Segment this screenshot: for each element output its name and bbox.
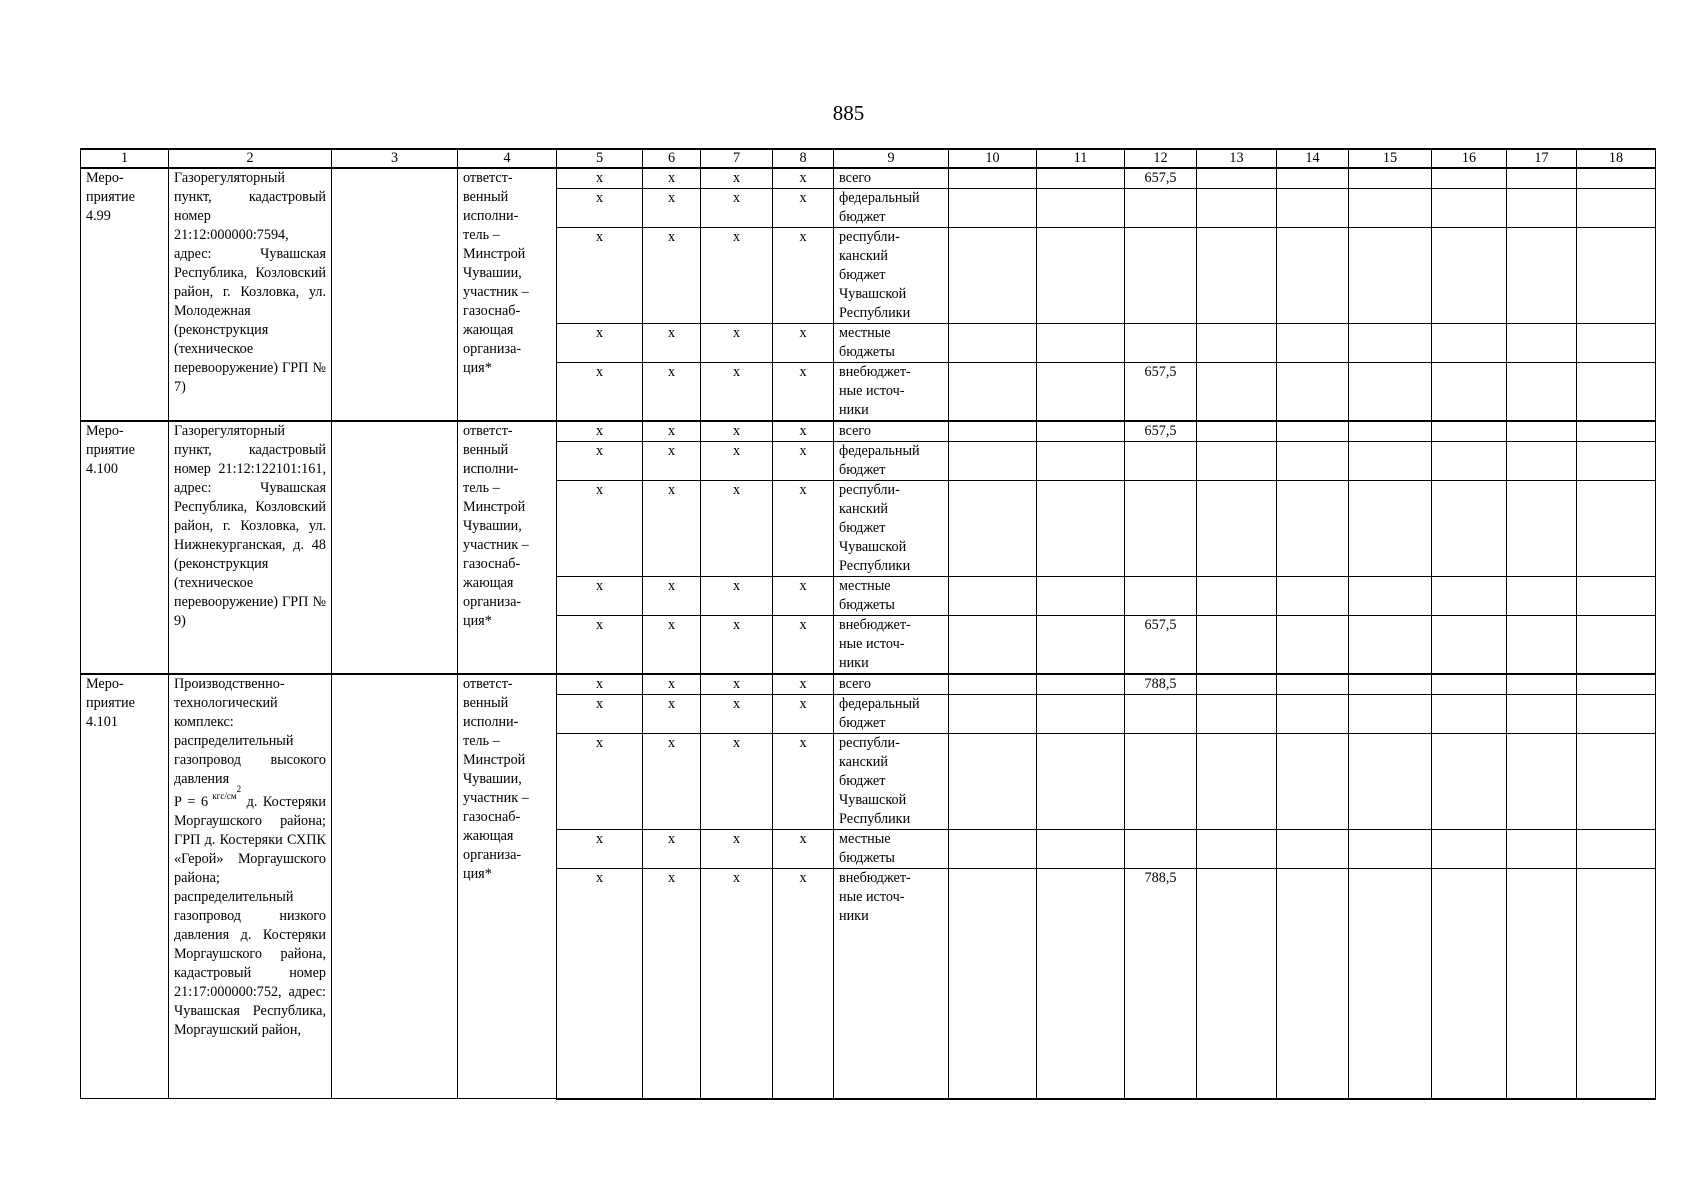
table-row xyxy=(81,674,1656,695)
empty-cell xyxy=(1432,616,1507,675)
empty-cell xyxy=(1507,481,1577,577)
code-mark-cell: x xyxy=(773,577,834,616)
program-table xyxy=(80,148,1656,1100)
empty-cell xyxy=(1277,324,1349,363)
code-mark-cell: x xyxy=(643,168,701,189)
code-mark-cell: x xyxy=(701,442,773,481)
empty-cell xyxy=(1349,442,1432,481)
empty-cell xyxy=(1197,442,1277,481)
code-mark-cell: x xyxy=(773,324,834,363)
empty-cell xyxy=(1507,228,1577,324)
executor: ответст- венный исполни- тель – Минстрой Чувашии, участник – газоснаб- жающая организа- ция* xyxy=(458,168,557,421)
empty-cell xyxy=(1277,363,1349,422)
empty-cell xyxy=(949,421,1037,442)
code-mark-cell: x xyxy=(701,363,773,422)
object-description xyxy=(169,168,332,421)
code-mark-cell: x xyxy=(557,577,643,616)
empty-cell xyxy=(1037,442,1125,481)
empty-cell xyxy=(949,363,1037,422)
funding-source: федеральный бюджет xyxy=(834,695,949,734)
funding-source: всего xyxy=(834,674,949,695)
empty-cell xyxy=(949,228,1037,324)
empty-cell xyxy=(1432,481,1507,577)
amount-cell xyxy=(1125,577,1197,616)
pressure-unit-text: кгс/см xyxy=(212,791,237,801)
code-mark-cell: x xyxy=(557,481,643,577)
code-mark-cell: x xyxy=(773,168,834,189)
empty-cell xyxy=(1577,324,1656,363)
code-mark-cell: x xyxy=(773,695,834,734)
empty-cell xyxy=(1577,674,1656,695)
empty-cell xyxy=(1432,421,1507,442)
empty-cell xyxy=(1197,363,1277,422)
empty-cell xyxy=(1349,830,1432,869)
empty-cell xyxy=(1507,674,1577,695)
empty-cell xyxy=(1349,616,1432,675)
amount-cell xyxy=(1125,324,1197,363)
empty-cell xyxy=(1037,421,1125,442)
empty-cell xyxy=(1577,228,1656,324)
funding-source: федеральный бюджет xyxy=(834,442,949,481)
empty-cell xyxy=(1197,577,1277,616)
code-mark-cell: x xyxy=(773,674,834,695)
object-text: Газорегуляторный пункт, кадастровый номер 21:12:122101:161, адрес: Чувашская Республика, Козловский район, г. Козловка, ул. Нижнекурганская, д. 48 (реконструкция (техническое перевооружение) ГРП № 9) xyxy=(174,423,326,629)
code-mark-cell: x xyxy=(773,228,834,324)
empty-cell xyxy=(1577,830,1656,869)
empty-cell xyxy=(1577,189,1656,228)
col-header: 8 xyxy=(773,149,834,168)
code-mark-cell: x xyxy=(773,734,834,830)
empty-cell xyxy=(1277,674,1349,695)
col-header: 14 xyxy=(1277,149,1349,168)
empty-cell xyxy=(949,324,1037,363)
pressure-value: Р = 6 xyxy=(174,794,209,810)
empty-cell xyxy=(1349,189,1432,228)
code-mark-cell: x xyxy=(643,442,701,481)
column-3-cell xyxy=(332,421,458,674)
code-mark-cell: x xyxy=(701,421,773,442)
empty-cell xyxy=(1507,616,1577,675)
code-mark-cell: x xyxy=(701,869,773,1099)
col-header: 2 xyxy=(169,149,332,168)
empty-cell xyxy=(1037,168,1125,189)
object-description xyxy=(169,674,332,1099)
empty-cell xyxy=(1197,695,1277,734)
code-mark-cell: x xyxy=(773,481,834,577)
empty-cell xyxy=(1037,869,1125,1099)
empty-cell xyxy=(1577,442,1656,481)
amount-cell: 657,5 xyxy=(1125,616,1197,675)
code-mark-cell: x xyxy=(643,674,701,695)
code-mark-cell: x xyxy=(701,734,773,830)
empty-cell xyxy=(1277,830,1349,869)
code-mark-cell: x xyxy=(557,616,643,675)
empty-cell xyxy=(1349,734,1432,830)
code-mark-cell: x xyxy=(643,228,701,324)
empty-cell xyxy=(1349,421,1432,442)
code-mark-cell: x xyxy=(643,577,701,616)
code-mark-cell: x xyxy=(557,442,643,481)
empty-cell xyxy=(949,734,1037,830)
empty-cell xyxy=(1037,830,1125,869)
object-text-continued: д. Костеряки Моргаушского района; ГРП д. Костеряки СХПК «Герой» Моргаушского района; распределительный газопровод низкого давления д. Костеряки Моргаушского района, кадастровый номер 21:17:000000:752, адрес: Чувашская Республика, Моргаушский район, xyxy=(174,794,326,1038)
amount-cell xyxy=(1125,442,1197,481)
amount-cell xyxy=(1125,695,1197,734)
measure-id: Меро- приятие 4.101 xyxy=(81,674,169,1099)
amount-cell xyxy=(1125,228,1197,324)
pressure-unit-exponent: 2 xyxy=(236,784,242,794)
column-number-row xyxy=(81,149,1656,168)
empty-cell xyxy=(1432,168,1507,189)
funding-source: местные бюджеты xyxy=(834,324,949,363)
empty-cell xyxy=(1037,695,1125,734)
code-mark-cell: x xyxy=(643,324,701,363)
empty-cell xyxy=(1277,481,1349,577)
empty-cell xyxy=(1277,734,1349,830)
amount-cell: 788,5 xyxy=(1125,674,1197,695)
col-header: 1 xyxy=(81,149,169,168)
empty-cell xyxy=(1037,674,1125,695)
empty-cell xyxy=(1432,189,1507,228)
executor: ответст- венный исполни- тель – Минстрой Чувашии, участник – газоснаб- жающая организа- ция* xyxy=(458,674,557,1099)
empty-cell xyxy=(1507,421,1577,442)
code-mark-cell: x xyxy=(557,830,643,869)
empty-cell xyxy=(1349,695,1432,734)
empty-cell xyxy=(1432,442,1507,481)
amount-cell xyxy=(1125,481,1197,577)
empty-cell xyxy=(1037,734,1125,830)
empty-cell xyxy=(1277,442,1349,481)
empty-cell xyxy=(1577,616,1656,675)
code-mark-cell: x xyxy=(773,363,834,422)
code-mark-cell: x xyxy=(701,481,773,577)
empty-cell xyxy=(1197,228,1277,324)
empty-cell xyxy=(1577,421,1656,442)
object-description xyxy=(169,421,332,674)
object-text: Производственно-технологический комплекс: распределительный газопровод высокого давления xyxy=(174,676,326,787)
code-mark-cell: x xyxy=(643,481,701,577)
empty-cell xyxy=(1432,577,1507,616)
empty-cell xyxy=(1277,616,1349,675)
funding-source: республи- канский бюджет Чувашской Республики xyxy=(834,734,949,830)
empty-cell xyxy=(1349,577,1432,616)
empty-cell xyxy=(1037,324,1125,363)
empty-cell xyxy=(1432,695,1507,734)
empty-cell xyxy=(1277,869,1349,1099)
empty-cell xyxy=(1349,363,1432,422)
empty-cell xyxy=(1507,577,1577,616)
code-mark-cell: x xyxy=(643,869,701,1099)
empty-cell xyxy=(1277,421,1349,442)
empty-cell xyxy=(1507,442,1577,481)
amount-cell xyxy=(1125,734,1197,830)
empty-cell xyxy=(1197,324,1277,363)
empty-cell xyxy=(1507,168,1577,189)
empty-cell xyxy=(1432,830,1507,869)
amount-cell: 657,5 xyxy=(1125,168,1197,189)
col-header: 4 xyxy=(458,149,557,168)
col-header: 17 xyxy=(1507,149,1577,168)
funding-source: местные бюджеты xyxy=(834,830,949,869)
code-mark-cell: x xyxy=(643,189,701,228)
col-header: 10 xyxy=(949,149,1037,168)
code-mark-cell: x xyxy=(773,869,834,1099)
empty-cell xyxy=(1349,481,1432,577)
empty-cell xyxy=(1577,481,1656,577)
col-header: 16 xyxy=(1432,149,1507,168)
code-mark-cell: x xyxy=(557,228,643,324)
funding-source: местные бюджеты xyxy=(834,577,949,616)
funding-source: федеральный бюджет xyxy=(834,189,949,228)
empty-cell xyxy=(1197,189,1277,228)
col-header: 7 xyxy=(701,149,773,168)
empty-cell xyxy=(949,168,1037,189)
code-mark-cell: x xyxy=(773,830,834,869)
empty-cell xyxy=(1037,481,1125,577)
pressure-unit xyxy=(208,784,242,801)
executor: ответст- венный исполни- тель – Минстрой Чувашии, участник – газоснаб- жающая организа- ция* xyxy=(458,421,557,674)
empty-cell xyxy=(1432,324,1507,363)
code-mark-cell: x xyxy=(557,189,643,228)
code-mark-cell: x xyxy=(643,830,701,869)
empty-cell xyxy=(1432,228,1507,324)
code-mark-cell: x xyxy=(643,363,701,422)
col-header: 5 xyxy=(557,149,643,168)
empty-cell xyxy=(1197,869,1277,1099)
amount-cell xyxy=(1125,189,1197,228)
empty-cell xyxy=(949,674,1037,695)
code-mark-cell: x xyxy=(557,363,643,422)
empty-cell xyxy=(1277,168,1349,189)
empty-cell xyxy=(1432,363,1507,422)
empty-cell xyxy=(949,577,1037,616)
code-mark-cell: x xyxy=(557,734,643,830)
col-header: 6 xyxy=(643,149,701,168)
empty-cell xyxy=(1037,189,1125,228)
code-mark-cell: x xyxy=(643,616,701,675)
col-header: 11 xyxy=(1037,149,1125,168)
measure-id: Меро- приятие 4.99 xyxy=(81,168,169,421)
empty-cell xyxy=(1197,421,1277,442)
col-header: 18 xyxy=(1577,149,1656,168)
funding-source: внебюджет- ные источ- ники xyxy=(834,616,949,675)
empty-cell xyxy=(1432,869,1507,1099)
code-mark-cell: x xyxy=(643,695,701,734)
empty-cell xyxy=(1349,869,1432,1099)
empty-cell xyxy=(1277,189,1349,228)
code-mark-cell: x xyxy=(701,830,773,869)
empty-cell xyxy=(949,616,1037,675)
column-3-cell xyxy=(332,168,458,421)
code-mark-cell: x xyxy=(701,695,773,734)
amount-cell: 788,5 xyxy=(1125,869,1197,1099)
empty-cell xyxy=(1037,363,1125,422)
empty-cell xyxy=(1507,734,1577,830)
code-mark-cell: x xyxy=(557,324,643,363)
empty-cell xyxy=(1507,363,1577,422)
code-mark-cell: x xyxy=(643,734,701,830)
code-mark-cell: x xyxy=(773,421,834,442)
code-mark-cell: x xyxy=(773,189,834,228)
empty-cell xyxy=(1507,869,1577,1099)
empty-cell xyxy=(1577,577,1656,616)
code-mark-cell: x xyxy=(643,421,701,442)
empty-cell xyxy=(1507,324,1577,363)
table-body xyxy=(81,168,1656,1099)
empty-cell xyxy=(1577,168,1656,189)
empty-cell xyxy=(1037,228,1125,324)
funding-source: внебюджет- ные источ- ники xyxy=(834,363,949,422)
empty-cell xyxy=(1507,830,1577,869)
funding-source: внебюджет- ные источ- ники xyxy=(834,869,949,1099)
empty-cell xyxy=(1197,830,1277,869)
col-header: 9 xyxy=(834,149,949,168)
col-header: 3 xyxy=(332,149,458,168)
empty-cell xyxy=(1197,481,1277,577)
empty-cell xyxy=(1277,577,1349,616)
empty-cell xyxy=(1349,168,1432,189)
code-mark-cell: x xyxy=(701,324,773,363)
empty-cell xyxy=(1349,674,1432,695)
empty-cell xyxy=(1197,734,1277,830)
empty-cell xyxy=(1037,577,1125,616)
empty-cell xyxy=(949,481,1037,577)
empty-cell xyxy=(1577,695,1656,734)
code-mark-cell: x xyxy=(557,869,643,1099)
empty-cell xyxy=(1349,228,1432,324)
code-mark-cell: x xyxy=(773,616,834,675)
funding-source: всего xyxy=(834,421,949,442)
code-mark-cell: x xyxy=(701,616,773,675)
object-text: Газорегуляторный пункт, кадастровый номер 21:12:000000:7594, адрес: Чувашская Республика, Козловский район, г. Козловка, ул. Молодежная (реконструкция (техническое перевооружение) ГРП № 7) xyxy=(174,170,326,395)
empty-cell xyxy=(949,830,1037,869)
col-header: 13 xyxy=(1197,149,1277,168)
empty-cell xyxy=(1432,734,1507,830)
empty-cell xyxy=(949,695,1037,734)
col-header: 15 xyxy=(1349,149,1432,168)
amount-cell: 657,5 xyxy=(1125,421,1197,442)
empty-cell xyxy=(1432,674,1507,695)
empty-cell xyxy=(949,442,1037,481)
empty-cell xyxy=(1577,363,1656,422)
code-mark-cell: x xyxy=(773,442,834,481)
table-row xyxy=(81,421,1656,442)
empty-cell xyxy=(1507,695,1577,734)
column-3-cell xyxy=(332,674,458,1099)
funding-source: республи- канский бюджет Чувашской Республики xyxy=(834,228,949,324)
empty-cell xyxy=(1277,695,1349,734)
code-mark-cell: x xyxy=(557,695,643,734)
code-mark-cell: x xyxy=(701,228,773,324)
empty-cell xyxy=(949,189,1037,228)
empty-cell xyxy=(1197,674,1277,695)
empty-cell xyxy=(1197,168,1277,189)
empty-cell xyxy=(1197,616,1277,675)
col-header: 12 xyxy=(1125,149,1197,168)
empty-cell xyxy=(1577,734,1656,830)
amount-cell: 657,5 xyxy=(1125,363,1197,422)
empty-cell xyxy=(1037,616,1125,675)
measure-id: Меро- приятие 4.100 xyxy=(81,421,169,674)
empty-cell xyxy=(1507,189,1577,228)
code-mark-cell: x xyxy=(701,168,773,189)
empty-cell xyxy=(949,869,1037,1099)
table-row xyxy=(81,168,1656,189)
code-mark-cell: x xyxy=(557,421,643,442)
empty-cell xyxy=(1577,869,1656,1099)
code-mark-cell: x xyxy=(557,168,643,189)
empty-cell xyxy=(1349,324,1432,363)
amount-cell xyxy=(1125,830,1197,869)
code-mark-cell: x xyxy=(701,189,773,228)
funding-source: всего xyxy=(834,168,949,189)
page-number: 885 xyxy=(832,101,865,125)
empty-cell xyxy=(1277,228,1349,324)
code-mark-cell: x xyxy=(701,674,773,695)
code-mark-cell: x xyxy=(701,577,773,616)
funding-source: республи- канский бюджет Чувашской Республики xyxy=(834,481,949,577)
code-mark-cell: x xyxy=(557,674,643,695)
